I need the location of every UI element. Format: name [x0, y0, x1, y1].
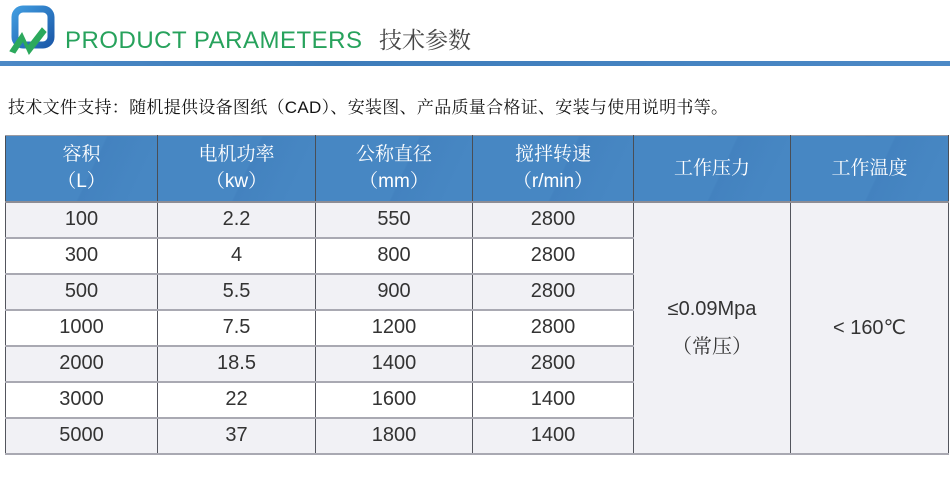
- cell-diameter: 1600: [316, 382, 473, 418]
- cell-volume: 1000: [6, 310, 158, 346]
- column-header-working-pressure: 工作压力: [634, 136, 791, 202]
- cell-speed: 1400: [473, 382, 634, 418]
- cell-volume: 5000: [6, 418, 158, 454]
- title-english: PRODUCT PARAMETERS: [65, 27, 363, 54]
- cell-power: 4: [158, 238, 316, 274]
- cell-diameter: 1400: [316, 346, 473, 382]
- cell-speed: 2800: [473, 274, 634, 310]
- cell-power: 18.5: [158, 346, 316, 382]
- title-chinese: 技术参数: [378, 27, 471, 53]
- cell-power: 7.5: [158, 310, 316, 346]
- cell-speed: 2800: [473, 238, 634, 274]
- cell-volume: 100: [6, 202, 158, 238]
- cell-speed: 1400: [473, 418, 634, 454]
- cell-diameter: 1200: [316, 310, 473, 346]
- company-logo-icon: [7, 4, 59, 58]
- cell-speed: 2800: [473, 310, 634, 346]
- column-header-motor-power: 电机功率 （kw）: [158, 136, 316, 202]
- cell-diameter: 900: [316, 274, 473, 310]
- table-header-row: [6, 136, 949, 202]
- table-row: [6, 202, 949, 238]
- cell-diameter: 550: [316, 202, 473, 238]
- cell-working-temperature: < 160℃: [791, 202, 949, 454]
- column-header-stir-speed: 搅拌转速 （r/min）: [473, 136, 634, 202]
- cell-diameter: 1800: [316, 418, 473, 454]
- cell-power: 5.5: [158, 274, 316, 310]
- cell-power: 2.2: [158, 202, 316, 238]
- cell-speed: 2800: [473, 202, 634, 238]
- cell-speed: 2800: [473, 346, 634, 382]
- cell-diameter: 800: [316, 238, 473, 274]
- blue-divider: [0, 61, 950, 66]
- cell-volume: 3000: [6, 382, 158, 418]
- parameters-table: [5, 135, 949, 455]
- tech-support-note: 技术文件支持：随机提供设备图纸（CAD）、安装图、产品质量合格证、安装与使用说明书等。: [8, 98, 729, 117]
- cell-power: 22: [158, 382, 316, 418]
- cell-volume: 2000: [6, 346, 158, 382]
- cell-power: 37: [158, 418, 316, 454]
- cell-working-pressure: ≤0.09Mpa （常压）: [634, 202, 791, 454]
- column-header-volume: 容积 （L）: [6, 136, 158, 202]
- column-header-working-temperature: 工作温度: [791, 136, 949, 202]
- section-header: [0, 0, 950, 66]
- cell-volume: 500: [6, 274, 158, 310]
- cell-volume: 300: [6, 238, 158, 274]
- column-header-nominal-diameter: 公称直径 （mm）: [316, 136, 473, 202]
- page-title: [65, 22, 471, 55]
